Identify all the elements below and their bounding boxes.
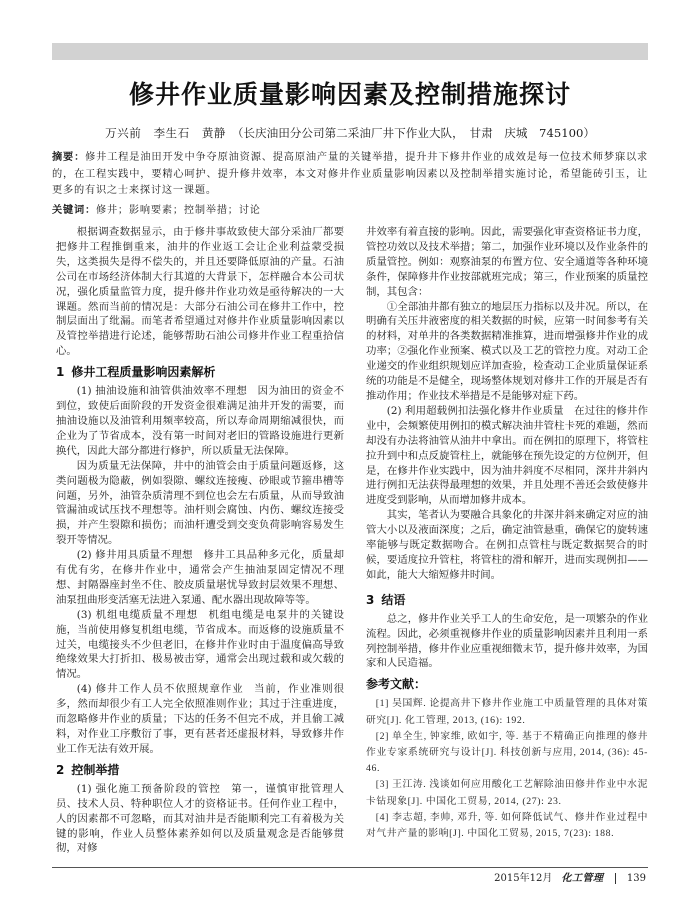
section-2-heading	[56, 762, 344, 778]
author-names: 万兴前 李生石 黄静	[105, 126, 227, 140]
reference-item: [4] 李志超, 李帅, 邓升, 等. 如何降低试气、修井作业过程中对气井产量的影响[J]. 中国化工贸易, 2015, 7(23): 188.	[366, 811, 648, 839]
section-3-number: 3	[366, 592, 375, 607]
author-affiliation: （长庆油田分公司第二采油厂井下作业大队， 甘肃 庆城 745100）	[231, 126, 595, 140]
section-2-title: 控制举措	[71, 762, 120, 777]
references-heading: 参考文献：	[366, 677, 427, 692]
reference-item: [2] 单全生, 钟家维, 欧如宇, 等. 基于不精确正向推理的修井作业专家系统研究与设计[J]. 科技创新与应用, 2014, (36): 45-46.	[366, 730, 648, 775]
left-column	[56, 225, 344, 866]
abstract-label: 摘要：	[52, 152, 86, 163]
section-1-paragraph	[56, 384, 344, 459]
paragraph-text: 机组电缆是电泵井的关键设施，当前使用修复机组电缆，节省成本。而返修的设施质量不过关，电缆接头不少但老旧，在修井作业时由于温度偏高导致绝缘效果大打折扣、极易被击穿，通常会出现过载和或欠载的情况。	[56, 608, 344, 681]
section-2-paragraph	[366, 404, 648, 508]
paragraph-text: 因为油田的资金不到位，致使后面阶段的开发资金很难满足油井开发的需要，而抽油设施以及油管利用频率较高，所以寿命周期缩减很快，而企业为了节省成本，没有第一时间对老旧的管路设施进行更新换代，因此大部分都进行修护，所以质量无法保障。	[56, 385, 344, 457]
section-3-title: 结语	[381, 592, 406, 607]
section-2-number: 2	[56, 762, 65, 777]
section-3-heading	[366, 592, 648, 608]
section-2-paragraph: 其实，笔者认为要融合具象化的井深井斜来确定对应的油管大小以及液面深度；之后，确定油管悬重，确保它的旋转速率能够与既定数据吻合。在例扣点管柱与既定数据契合的时候，要适度拉升管柱，将管柱的滑和解开，进而实现例扣——如此，能大大缩短修井时间。	[366, 509, 648, 581]
page-number: 139	[626, 873, 646, 884]
journal-name: 化工管理	[561, 873, 604, 884]
section-1-paragraph	[56, 608, 344, 683]
paragraph-lead: (2) 修井用具质量不理想	[76, 549, 193, 562]
paragraph-text: 在过往的修井作业中，会频繁使用例扣的模式解决油井管柱卡死的难题，然而却没有办法将油管从油井中拿出。而在例扣的原理下，将管柱拉升到中和点反旋管柱上，就能够在预先设定的方位例开，但是，在修井作业实践中，因为油井斜度不尽相同，深井井斜内进行例扣无法获得最理想的效果，并且处理不善还会致使修井进度受到影响，从而增加修井成本。	[366, 404, 648, 507]
paragraph-text: 当前，作业准则很多，然而却很少有工人完全依照准则作业；其过于注重进度，而忽略修井作业的质量；下达的任务不但完不成，并且偷工减料，对作业工序敷衍了事，更有甚者还虚报材料，导致修井作业工作无法有效开展。	[56, 683, 344, 755]
section-1-paragraph	[56, 548, 344, 608]
footer-rule	[52, 867, 648, 868]
abstract-text: 修井工程是油田开发中争夺原油资源、提高原油产量的关键举措，提升井下修井作业的成效是每一位技术师梦寐以求的，在工程实践中，要精心呵护、提升修井效率，本文对修井作业质量影响因素以及控制举措实施讨论，希望能砖引玉，让更多的有识之士来探讨这一课题。	[52, 152, 649, 196]
conclusion-paragraph: 总之，修井作业关乎工人的生命安危，是一项繁杂的作业流程。因此，必须重视修井作业的质量影响因素并且利用一系列控制举措，修井作业应重视细微末节，提升修井效率，为国家和人民造福。	[366, 612, 648, 670]
paragraph-lead: (3) 机组电缆质量不理想	[76, 608, 199, 621]
keywords-label: 关键词：	[52, 205, 96, 216]
issue-date: 2015年12月	[494, 873, 553, 884]
paragraph-text: 第一，谨慎审批管理人员、技术人员、特种职位人才的资格证书。任何作业工程中，人的因素都不可忽略，而其对油井是否能顺利完工有着极为关键的影响，作业人员整体素养如何以及质量观念是否能够贯彻，对修	[56, 782, 344, 855]
reference-list	[366, 696, 648, 842]
section-1-heading	[56, 364, 344, 380]
section-1-paragraph: 因为质量无法保障，井中的油管会由于质量问题返修，这类问题极为隐蔽，例如裂隙、螺纹连接瘦、砂眼或节箍串槽等问题，另外，油管杂质清理不到位也会左右质量，从而导致油管漏油或试压找不理想等。油杆则会腐蚀、内伤、螺纹连接受损，并产生裂隙和损伤；而油杆遭受到交变负荷影响容易发生裂开等情况。	[56, 459, 344, 547]
reference-item: [1] 吴国辉. 论提高井下修井作业施工中质量管理的具体对策研究[J]. 化工管理, 2013, (16): 192.	[366, 698, 648, 726]
paragraph-lead: (2) 利用超载例扣法强化修井作业质量	[386, 404, 564, 417]
reference-item: [3] 王江涛. 浅谈如何应用酸化工艺解除油田修井作业中水泥卡钻现象[J]. 中国化工贸易, 2014, (27): 23.	[366, 779, 648, 807]
footer-separator	[615, 873, 616, 884]
section-2-paragraph	[56, 782, 344, 857]
author-line	[0, 124, 700, 142]
section-1-title: 修井工程质量影响因素解析	[71, 365, 216, 380]
article-title: 修井作业质量影响因素及控制措施探讨	[128, 80, 571, 109]
paragraph-lead: (4) 修井工作人员不依照规章作业	[76, 683, 244, 696]
section-2-paragraph-continued: 井效率有着直接的影响。因此，需要强化审查资格证书力度，管控功效以及技术举措；第二，加强作业环境以及作业条件的质量管控。例如：观察油泵的布置方位、安全通道等各种环境条件，保障修井作业按部就班完成；第三，作业预案的质量控制，其包含：	[366, 226, 648, 298]
right-column	[366, 225, 648, 866]
keywords	[52, 203, 648, 219]
header-banner	[52, 43, 648, 60]
keywords-text: 修井；影响要素；控制举措；讨论	[95, 205, 261, 216]
page-footer	[494, 871, 646, 887]
paragraph-lead: (1) 抽油设施和油管供油效率不理想	[76, 385, 248, 398]
section-1-paragraph	[56, 682, 344, 757]
abstract	[52, 150, 648, 200]
section-1-number: 1	[56, 365, 65, 380]
intro-paragraph: 根据调查数据显示，由于修井事故致使大部分采油厂都要把修井工程推倒重来，油井的作业返工会让企业利益蒙受损失，这类损失是得不偿失的，并且还要降低原油的产量。石油公司在市场经济体制大行其道的大背景下，怎样融合本公司状况，强化质量监管力度，提升修井作业功效是亟待解决的一大课题。然而当前的情况是：大部分石油公司在修井工作中，控制层面出了纰漏。而笔者希望通过对修井作业质量影响因素以及管控举措进行论述，能够帮助石油公司修井作业工程重拾信心。	[56, 226, 344, 358]
paragraph-lead: (1) 强化施工预备阶段的管控	[76, 782, 221, 795]
section-2-paragraph: ①全部油井都有独立的地层压力指标以及井况。所以，在明确有关压井液密度的相关数据的时候，应第一时间参考有关的材料，对单井的各类数据精准推算，进而增强修井作业的成功率；②强化作业预案、模式以及工艺的管控力度。对动工企业递交的作业组织规划应详加查验，检查动工企业质量保证系统的功能是不是健全，现场整体规划对修井工作的开展是否有推动作用；作业技术举措是不是能够对症下药。	[366, 300, 648, 402]
paragraph-text: 修井工具品种多元化，质量却有优有劣，在修井作业中，通常会产生抽油泵固定情况不理想、封隔器座封坐不住、胶皮质量堪忧导致封层效果不理想、油泵扭曲形变活塞无法进入泵通、配水器出现故障等等。	[56, 549, 344, 606]
